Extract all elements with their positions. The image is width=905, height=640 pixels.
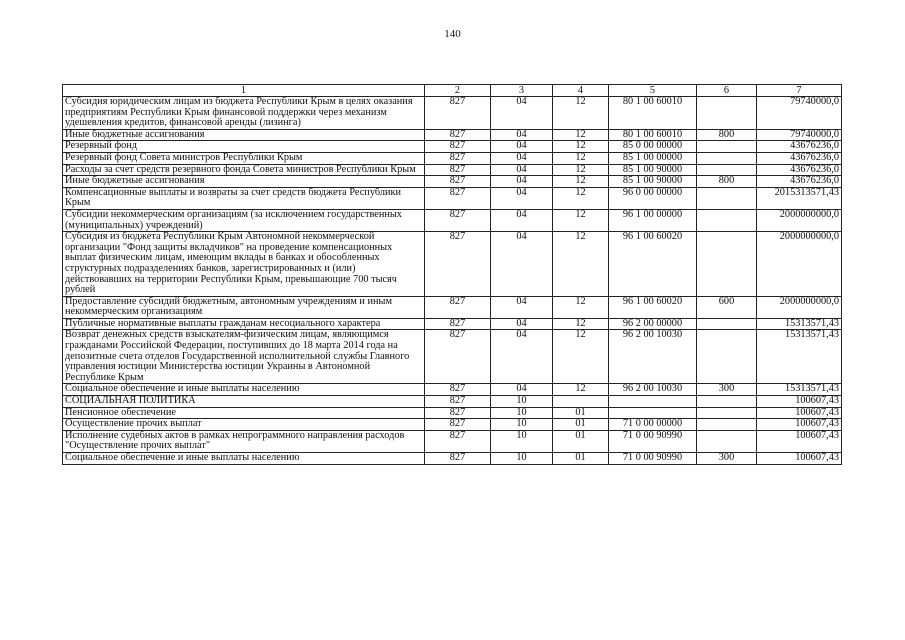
row-name-cell: Расходы за счет средств резервного фонда Совета министров Республики Крым xyxy=(63,164,425,176)
expense-type-cell: 300 xyxy=(697,453,757,465)
subsection-cell: 01 xyxy=(553,430,609,452)
header-row xyxy=(63,85,842,97)
table-row xyxy=(63,330,842,384)
subsection-cell: 12 xyxy=(553,176,609,188)
row-name-cell: Субсидия из бюджета Республики Крым Автономной некоммерческой организации "Фонд защиты вкладчиков" на проведение компенсационных выплат физическим лицам, имеющим вклады в банках и обособленных структурных подразделениях банков, зарегистрированных и (или) действовавших на территории Республики Крым, превышающие 700 тысяч рублей xyxy=(63,232,425,297)
target-article-cell: 71 0 00 90990 xyxy=(609,453,697,465)
section-cell: 04 xyxy=(491,129,553,141)
admin-code-cell: 827 xyxy=(425,129,491,141)
row-name-cell: Пенсионное обеспечение xyxy=(63,407,425,419)
target-article-cell xyxy=(609,407,697,419)
expense-type-cell: 800 xyxy=(697,176,757,188)
admin-code-cell: 827 xyxy=(425,176,491,188)
amount-cell: 100607,43 xyxy=(757,396,842,408)
admin-code-cell: 827 xyxy=(425,141,491,153)
column-header: 1 xyxy=(63,85,425,97)
table-row xyxy=(63,296,842,318)
table-row xyxy=(63,453,842,465)
budget-table xyxy=(62,84,842,465)
subsection-cell: 01 xyxy=(553,419,609,431)
table-row xyxy=(63,396,842,408)
target-article-cell: 96 1 00 00000 xyxy=(609,209,697,231)
table-row xyxy=(63,384,842,396)
expense-type-cell: 600 xyxy=(697,296,757,318)
admin-code-cell: 827 xyxy=(425,97,491,130)
expense-type-cell xyxy=(697,232,757,297)
column-header: 7 xyxy=(757,85,842,97)
amount-cell: 43676236,0 xyxy=(757,176,842,188)
section-cell: 04 xyxy=(491,187,553,209)
table-row xyxy=(63,141,842,153)
target-article-cell xyxy=(609,396,697,408)
row-name-cell: Социальное обеспечение и иные выплаты населению xyxy=(63,384,425,396)
amount-cell: 2015313571,43 xyxy=(757,187,842,209)
table-row xyxy=(63,152,842,164)
table-row xyxy=(63,232,842,297)
table-row xyxy=(63,97,842,130)
subsection-cell: 12 xyxy=(553,164,609,176)
subsection-cell: 12 xyxy=(553,129,609,141)
expense-type-cell xyxy=(697,430,757,452)
amount-cell: 43676236,0 xyxy=(757,152,842,164)
row-name-cell: Возврат денежных средств взыскателям-физическим лицам, являющимся гражданами Российской Федерации, поступивших до 18 марта 2014 года на депозитные счета отделов Государственной исполнительной службы Главного управления юстиции Министерства юстиции Украины в Автономной Республике Крым xyxy=(63,330,425,384)
amount-cell: 79740000,0 xyxy=(757,97,842,130)
section-cell: 10 xyxy=(491,396,553,408)
admin-code-cell: 827 xyxy=(425,152,491,164)
section-cell: 04 xyxy=(491,141,553,153)
admin-code-cell: 827 xyxy=(425,209,491,231)
target-article-cell: 71 0 00 00000 xyxy=(609,419,697,431)
amount-cell: 100607,43 xyxy=(757,453,842,465)
column-header: 4 xyxy=(553,85,609,97)
row-name-cell: Социальное обеспечение и иные выплаты населению xyxy=(63,453,425,465)
expense-type-cell xyxy=(697,187,757,209)
row-name-cell: Осуществление прочих выплат xyxy=(63,419,425,431)
admin-code-cell: 827 xyxy=(425,232,491,297)
row-name-cell: СОЦИАЛЬНАЯ ПОЛИТИКА xyxy=(63,396,425,408)
table-row xyxy=(63,209,842,231)
expense-type-cell xyxy=(697,141,757,153)
expense-type-cell xyxy=(697,318,757,330)
row-name-cell: Иные бюджетные ассигнования xyxy=(63,129,425,141)
amount-cell: 79740000,0 xyxy=(757,129,842,141)
section-cell: 04 xyxy=(491,176,553,188)
expense-type-cell xyxy=(697,164,757,176)
amount-cell: 15313571,43 xyxy=(757,330,842,384)
section-cell: 04 xyxy=(491,384,553,396)
section-cell: 04 xyxy=(491,209,553,231)
subsection-cell: 12 xyxy=(553,384,609,396)
section-cell: 04 xyxy=(491,318,553,330)
subsection-cell: 12 xyxy=(553,232,609,297)
subsection-cell xyxy=(553,396,609,408)
section-cell: 04 xyxy=(491,330,553,384)
table-row xyxy=(63,187,842,209)
amount-cell: 15313571,43 xyxy=(757,384,842,396)
row-name-cell: Субсидия юридическим лицам из бюджета Республики Крым в целях оказания предприятиям Республики Крым финансовой поддержки через механизм удешевления кредитов, финансовой аренды (лизинга) xyxy=(63,97,425,130)
amount-cell: 100607,43 xyxy=(757,430,842,452)
amount-cell: 43676236,0 xyxy=(757,141,842,153)
section-cell: 10 xyxy=(491,419,553,431)
amount-cell: 100607,43 xyxy=(757,419,842,431)
section-cell: 04 xyxy=(491,296,553,318)
target-article-cell: 96 2 00 00000 xyxy=(609,318,697,330)
target-article-cell: 96 1 00 60020 xyxy=(609,296,697,318)
expense-type-cell xyxy=(697,407,757,419)
amount-cell: 43676236,0 xyxy=(757,164,842,176)
admin-code-cell: 827 xyxy=(425,187,491,209)
section-cell: 04 xyxy=(491,97,553,130)
row-name-cell: Публичные нормативные выплаты гражданам несоциального характера xyxy=(63,318,425,330)
expense-type-cell xyxy=(697,209,757,231)
target-article-cell: 80 1 00 60010 xyxy=(609,97,697,130)
table-row xyxy=(63,129,842,141)
table-row xyxy=(63,430,842,452)
subsection-cell: 12 xyxy=(553,296,609,318)
target-article-cell: 96 0 00 00000 xyxy=(609,187,697,209)
subsection-cell: 01 xyxy=(553,453,609,465)
row-name-cell: Компенсационные выплаты и возвраты за счет средств бюджета Республики Крым xyxy=(63,187,425,209)
admin-code-cell: 827 xyxy=(425,330,491,384)
subsection-cell: 01 xyxy=(553,407,609,419)
column-header: 2 xyxy=(425,85,491,97)
target-article-cell: 85 1 00 90000 xyxy=(609,176,697,188)
admin-code-cell: 827 xyxy=(425,384,491,396)
section-cell: 04 xyxy=(491,152,553,164)
amount-cell: 2000000000,0 xyxy=(757,209,842,231)
table-row xyxy=(63,407,842,419)
amount-cell: 100607,43 xyxy=(757,407,842,419)
row-name-cell: Резервный фонд Совета министров Республики Крым xyxy=(63,152,425,164)
table-row xyxy=(63,318,842,330)
column-header: 5 xyxy=(609,85,697,97)
expense-type-cell: 800 xyxy=(697,129,757,141)
amount-cell: 15313571,43 xyxy=(757,318,842,330)
subsection-cell: 12 xyxy=(553,318,609,330)
admin-code-cell: 827 xyxy=(425,453,491,465)
section-cell: 10 xyxy=(491,453,553,465)
section-cell: 04 xyxy=(491,164,553,176)
column-header: 6 xyxy=(697,85,757,97)
expense-type-cell xyxy=(697,419,757,431)
admin-code-cell: 827 xyxy=(425,296,491,318)
subsection-cell: 12 xyxy=(553,187,609,209)
admin-code-cell: 827 xyxy=(425,407,491,419)
table-row xyxy=(63,419,842,431)
target-article-cell: 96 2 00 10030 xyxy=(609,330,697,384)
expense-type-cell xyxy=(697,330,757,384)
target-article-cell: 85 1 00 00000 xyxy=(609,152,697,164)
target-article-cell: 85 1 00 90000 xyxy=(609,164,697,176)
row-name-cell: Исполнение судебных актов в рамках непрограммного направления расходов "Осуществление прочих выплат" xyxy=(63,430,425,452)
expense-type-cell xyxy=(697,396,757,408)
row-name-cell: Резервный фонд xyxy=(63,141,425,153)
admin-code-cell: 827 xyxy=(425,430,491,452)
section-cell: 10 xyxy=(491,407,553,419)
admin-code-cell: 827 xyxy=(425,396,491,408)
row-name-cell: Предоставление субсидий бюджетным, автономным учреждениям и иным некоммерческим организациям xyxy=(63,296,425,318)
expense-type-cell: 300 xyxy=(697,384,757,396)
target-article-cell: 96 1 00 60020 xyxy=(609,232,697,297)
page-number: 140 xyxy=(444,28,461,40)
subsection-cell: 12 xyxy=(553,152,609,164)
row-name-cell: Иные бюджетные ассигнования xyxy=(63,176,425,188)
section-cell: 04 xyxy=(491,232,553,297)
row-name-cell: Субсидии некоммерческим организациям (за исключением государственных (муниципальных) учреждений) xyxy=(63,209,425,231)
expense-type-cell xyxy=(697,152,757,164)
subsection-cell: 12 xyxy=(553,209,609,231)
subsection-cell: 12 xyxy=(553,330,609,384)
target-article-cell: 85 0 00 00000 xyxy=(609,141,697,153)
amount-cell: 2000000000,0 xyxy=(757,232,842,297)
subsection-cell: 12 xyxy=(553,141,609,153)
target-article-cell: 71 0 00 90990 xyxy=(609,430,697,452)
target-article-cell: 80 1 00 60010 xyxy=(609,129,697,141)
amount-cell: 2000000000,0 xyxy=(757,296,842,318)
section-cell: 10 xyxy=(491,430,553,452)
subsection-cell: 12 xyxy=(553,97,609,130)
admin-code-cell: 827 xyxy=(425,164,491,176)
admin-code-cell: 827 xyxy=(425,318,491,330)
expense-type-cell xyxy=(697,97,757,130)
table-body xyxy=(63,97,842,465)
admin-code-cell: 827 xyxy=(425,419,491,431)
table-row xyxy=(63,176,842,188)
table-row xyxy=(63,164,842,176)
target-article-cell: 96 2 00 10030 xyxy=(609,384,697,396)
column-header: 3 xyxy=(491,85,553,97)
